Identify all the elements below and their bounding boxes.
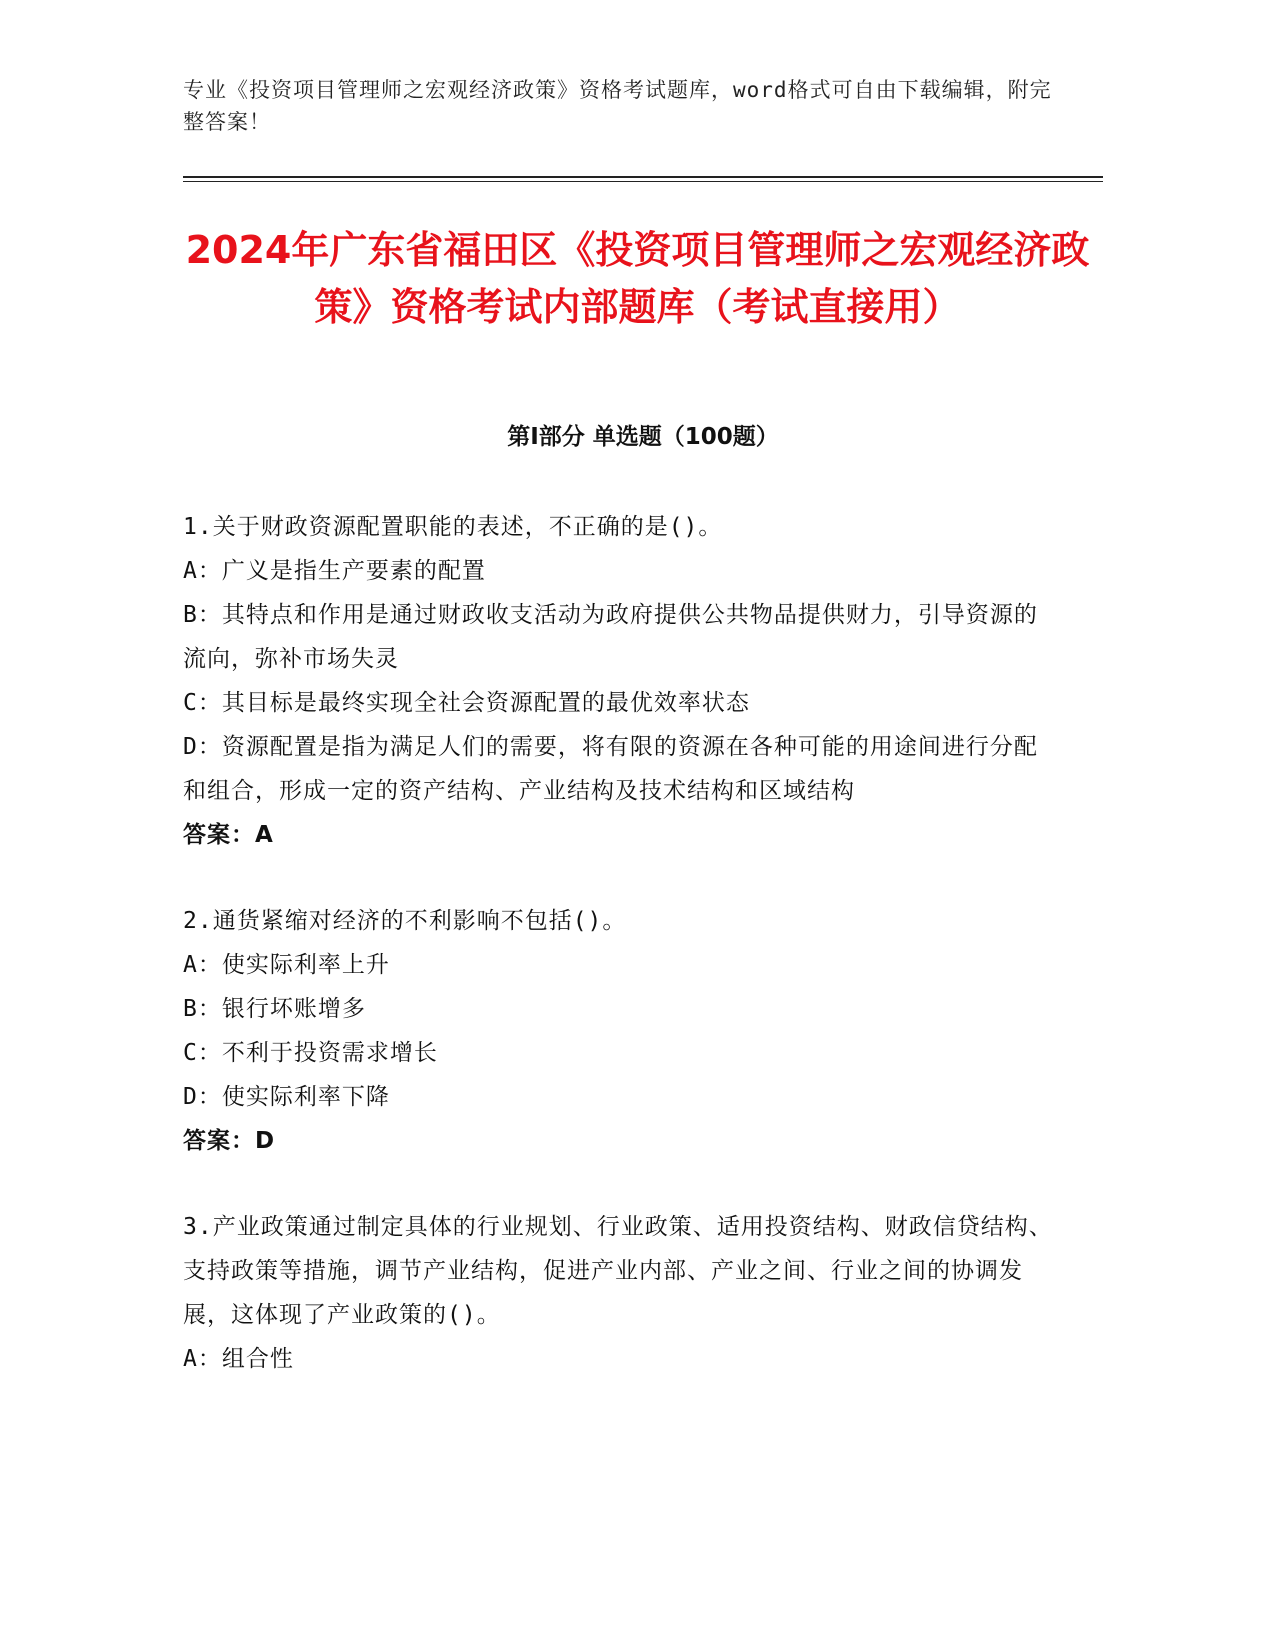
question-list [183,505,1053,1423]
question-2 [183,899,1053,1163]
question-stem: 3.产业政策通过制定具体的行业规划、行业政策、适用投资结构、财政信贷结构、支持政策等措施，调节产业结构，促进产业内部、产业之间、行业之间的协调发展，这体现了产业政策的()。 [183,1214,1053,1328]
document-title: 2024年广东省福田区《投资项目管理师之宏观经济政策》资格考试内部题库（考试直接用） [185,228,1090,329]
question-stem: 2.通货紧缩对经济的不利影响不包括()。 [183,908,627,934]
section-heading: 第I部分 单选题（100题） [507,424,779,450]
option-d: D：资源配置是指为满足人们的需要，将有限的资源在各种可能的用途间进行分配和组合，形成一定的资产结构、产业结构及技术结构和区域结构 [183,734,1038,804]
option-a: A：广义是指生产要素的配置 [183,558,486,584]
header-note: 专业《投资项目管理师之宏观经济政策》资格考试题库，word格式可自由下载编辑，附完整答案！ [183,78,1052,134]
option-a: A：使实际利率上升 [183,952,390,978]
option-c: C：其目标是最终实现全社会资源配置的最优效率状态 [183,690,750,716]
answer: 答案：D [183,1128,276,1154]
question-3 [183,1205,1053,1381]
header-divider-thick [183,176,1103,178]
answer: 答案：A [183,822,274,848]
option-b: B：其特点和作用是通过财政收支活动为政府提供公共物品提供财力，引导资源的流向，弥补市场失灵 [183,602,1038,672]
option-d: D：使实际利率下降 [183,1084,390,1110]
option-a: A：组合性 [183,1346,294,1372]
question-1 [183,505,1053,857]
question-stem: 1.关于财政资源配置职能的表述，不正确的是()。 [183,514,723,540]
option-b: B：银行坏账增多 [183,996,366,1022]
option-c: C：不利于投资需求增长 [183,1040,438,1066]
header-divider-thin [183,181,1103,182]
